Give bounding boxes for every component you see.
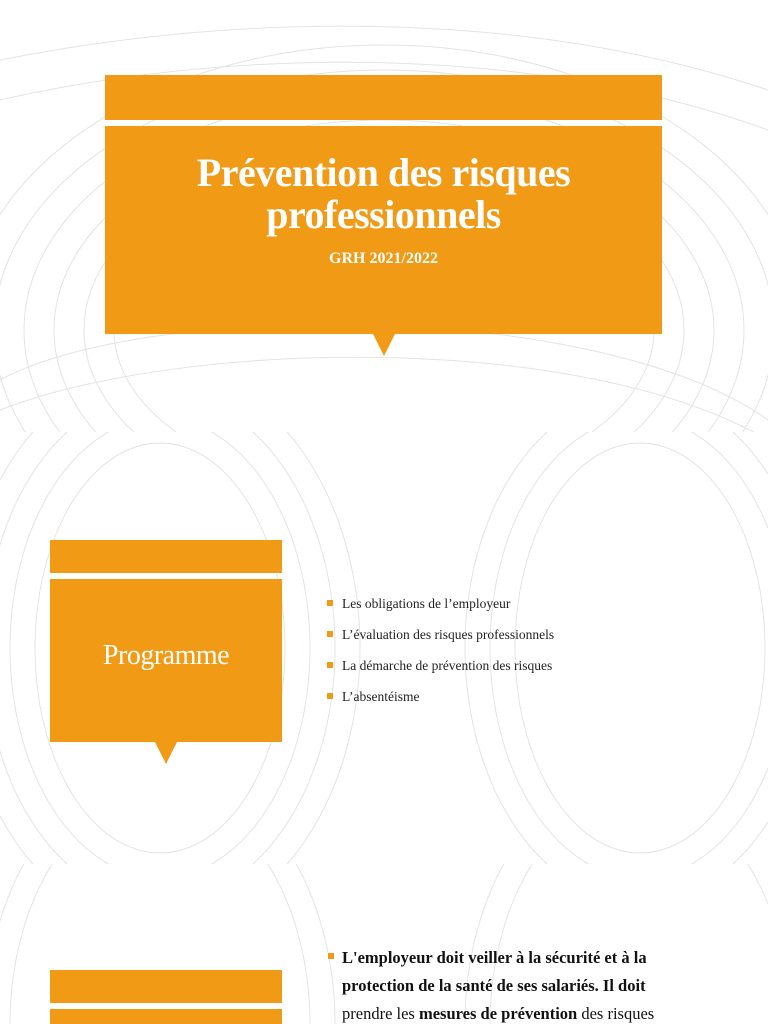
slide-title <box>0 0 768 432</box>
obligations-line-1: L'employeur doit veiller à la sécurité et à la <box>342 948 647 967</box>
bullet-icon <box>327 693 333 699</box>
programme-top-band <box>50 540 282 573</box>
bullet-icon <box>327 662 333 668</box>
programme-title: Programme <box>102 640 230 671</box>
bullet-icon <box>327 631 333 637</box>
programme-item <box>327 626 554 657</box>
line-3-bold: mesures de prévention <box>418 1004 578 1023</box>
programme-item <box>327 657 554 688</box>
bullet-icon <box>327 600 333 606</box>
programme-item-text: L’absentéisme <box>342 689 420 704</box>
bullet-icon <box>328 953 334 959</box>
obligations-text <box>328 944 728 1024</box>
obligations-line-2: protection de la santé de ses salariés. Il doit <box>342 976 646 995</box>
slide-obligations <box>0 864 768 1024</box>
obligations-top-band <box>50 970 282 1003</box>
title-box-pointer <box>373 334 395 356</box>
line-3-start: prendre les <box>342 1004 419 1023</box>
slide-programme <box>0 432 768 864</box>
programme-box-pointer <box>155 742 177 764</box>
title-line-2: professionnels <box>266 192 501 237</box>
presentation-subtitle: GRH 2021/2022 <box>329 250 438 267</box>
programme-list <box>327 595 554 719</box>
obligations-paragraph <box>328 944 728 1024</box>
programme-item-text: Les obligations de l’employeur <box>342 596 511 611</box>
presentation-title <box>105 152 662 236</box>
line-3-end: des risques <box>577 1004 655 1023</box>
title-line-1: Prévention des risques <box>196 150 571 195</box>
obligations-box <box>50 1009 282 1024</box>
programme-item <box>327 595 554 626</box>
programme-item-text: La démarche de prévention des risques <box>342 658 553 673</box>
obligations-line-3 <box>342 1000 728 1024</box>
programme-item <box>327 688 554 719</box>
programme-item-text: L’évaluation des risques professionnels <box>342 627 555 642</box>
title-top-band <box>105 75 662 120</box>
